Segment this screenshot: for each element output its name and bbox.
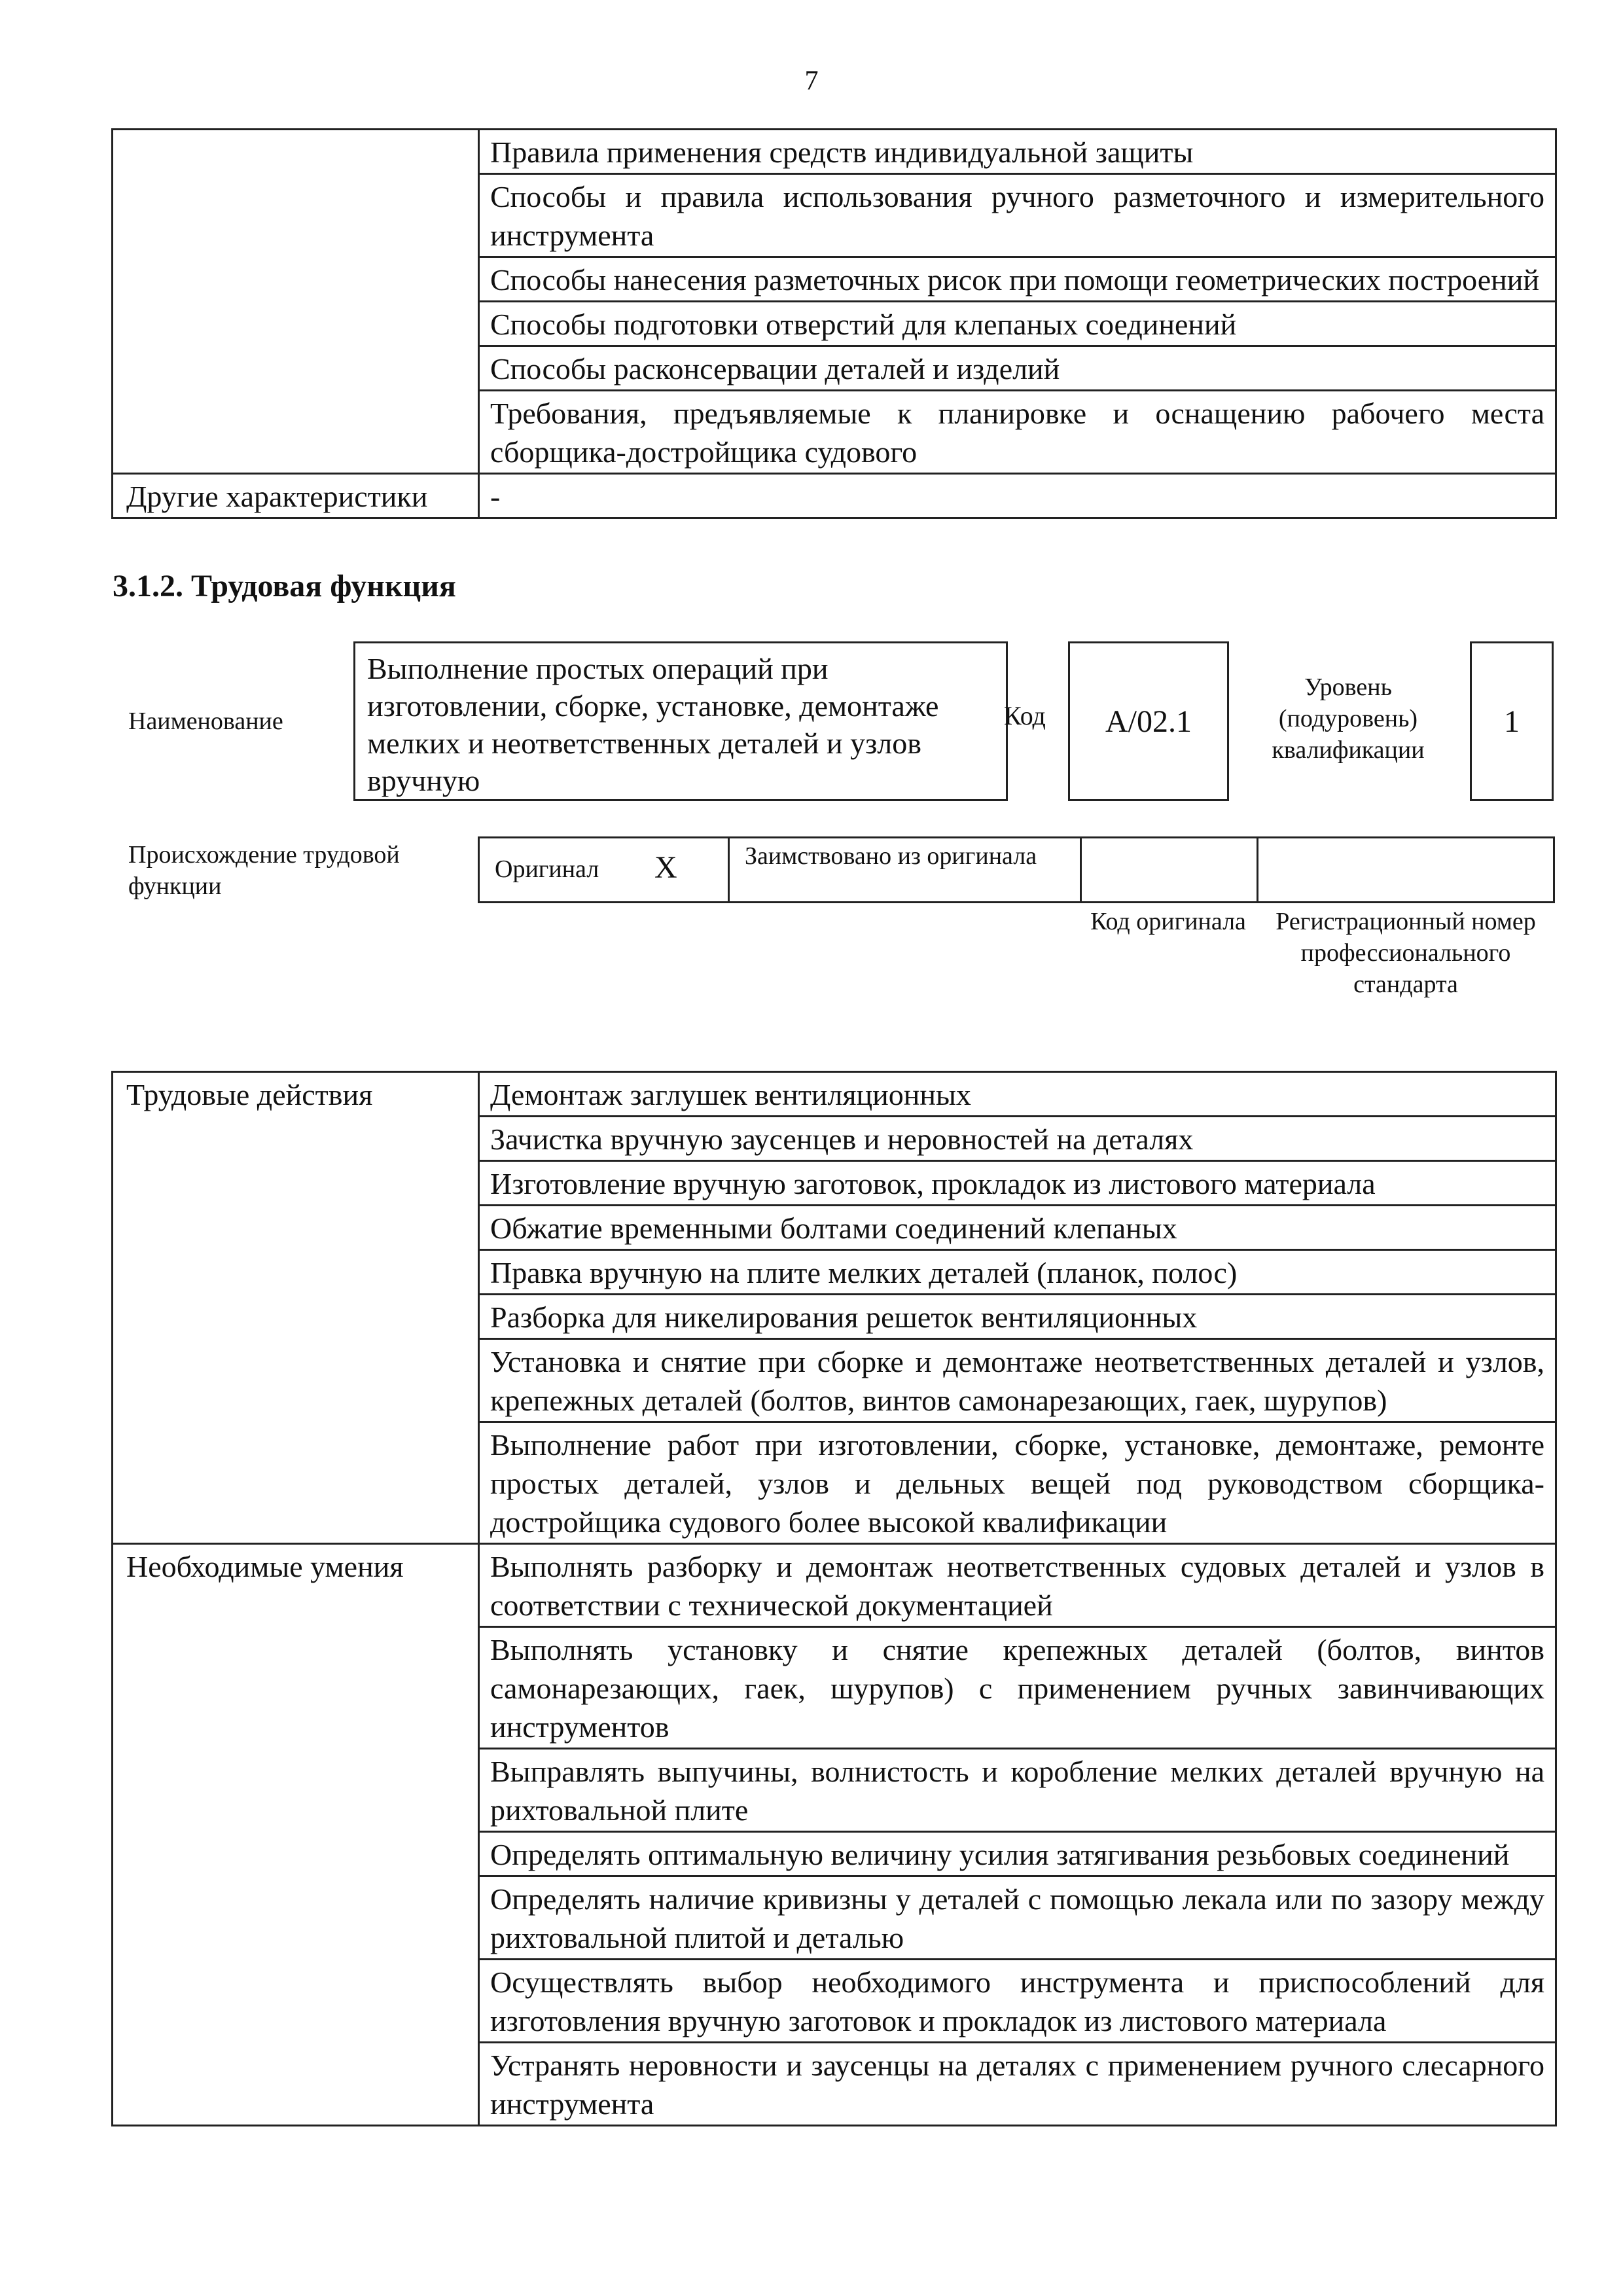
table-cell: Способы подготовки отверстий для клепаных соединений (479, 302, 1556, 346)
table-row (113, 474, 1556, 518)
skill-item: Определять наличие кривизны у деталей с помощью лекала или по зазору между рихтовальной плитой и деталью (479, 1876, 1556, 1960)
divider (1257, 836, 1258, 903)
code-label: Код (1004, 701, 1046, 730)
function-table (111, 1071, 1557, 2126)
action-item: Зачистка вручную заусенцев и неровностей на деталях (479, 1117, 1556, 1161)
page-number: 7 (804, 66, 819, 96)
borrowed-label: Заимствовано из оригинала (745, 842, 1037, 870)
origin-label: Происхождение трудовой функции (128, 841, 400, 900)
table-row (113, 130, 1556, 174)
level-label: Уровень (подуровень) квалификации (1272, 673, 1425, 764)
skill-item: Выполнять разборку и демонтаж неответственных судовых деталей и узлов в соответствии с технической документацией (479, 1544, 1556, 1627)
action-item: Обжатие временными болтами соединений клепаных (479, 1206, 1556, 1250)
skill-item: Выполнять установку и снятие крепежных деталей (болтов, винтов самонарезающих, гаек, шурупов) с применением ручных завинчивающих инструментов (479, 1627, 1556, 1749)
skill-item: Определять оптимальную величину усилия затягивания резьбовых соединений (479, 1832, 1556, 1876)
skill-item: Устранять неровности и заусенцы на деталях с применением ручного слесарного инструмента (479, 2043, 1556, 2126)
table-row (113, 1544, 1556, 1627)
skills-label: Необходимые умения (113, 1544, 479, 2126)
other-characteristics-label: Другие характеристики (113, 474, 479, 518)
action-item: Демонтаж заглушек вентиляционных (479, 1072, 1556, 1117)
action-item: Правка вручную на плите мелких деталей (планок, полос) (479, 1250, 1556, 1295)
name-label: Наименование (128, 708, 283, 735)
skill-item: Осуществлять выбор необходимого инструмента и приспособлений для изготовления вручную заготовок и прокладок из листового материала (479, 1960, 1556, 2043)
label-cell (113, 130, 479, 474)
table-cell: Правила применения средств индивидуальной защиты (479, 130, 1556, 174)
action-item: Изготовление вручную заготовок, прокладок из листового материала (479, 1161, 1556, 1206)
actions-label: Трудовые действия (113, 1072, 479, 1544)
action-item: Выполнение работ при изготовлении, сборке, установке, демонтаже, ремонте простых деталей, узлов и дельных вещей под руководством сборщика-достройщика судового более высокой квалификации (479, 1422, 1556, 1544)
code-value: A/02.1 (1068, 641, 1229, 801)
table-cell: Способы нанесения разметочных рисок при помощи геометрических построений (479, 257, 1556, 302)
divider (1080, 836, 1082, 903)
skill-item: Выправлять выпучины, волнистость и коробление мелких деталей вручную на рихтовальной плите (479, 1749, 1556, 1832)
divider (728, 836, 730, 903)
table-row (113, 1072, 1556, 1117)
divider (478, 836, 480, 903)
original-mark: X (654, 850, 677, 885)
code-original-caption: Код оригинала (1090, 908, 1246, 935)
table-cell: Требования, предъявляемые к планировке и оснащению рабочего места сборщика-достройщика судового (479, 391, 1556, 474)
original-label: Оригинал (495, 855, 599, 883)
action-item: Установка и снятие при сборке и демонтаже неответственных деталей и узлов, крепежных деталей (болтов, винтов самонарезающих, гаек, шурупов) (479, 1339, 1556, 1422)
table-cell: Способы расконсервации деталей и изделий (479, 346, 1556, 391)
table-cell: Способы и правила использования ручного разметочного и измерительного инструмента (479, 174, 1556, 257)
section-heading: 3.1.2. Трудовая функция (113, 569, 456, 603)
registration-number-caption: Регистрационный номер профессионального стандарта (1275, 908, 1536, 998)
knowledge-table (111, 128, 1557, 519)
name-value: Выполнение простых операций при изготовлении, сборке, установке, демонтаже мелких и неответственных деталей и узлов вручную (353, 641, 1008, 801)
action-item: Разборка для никелирования решеток вентиляционных (479, 1295, 1556, 1339)
divider (1553, 836, 1555, 903)
level-value: 1 (1470, 641, 1554, 801)
other-characteristics-value: - (479, 474, 1556, 518)
